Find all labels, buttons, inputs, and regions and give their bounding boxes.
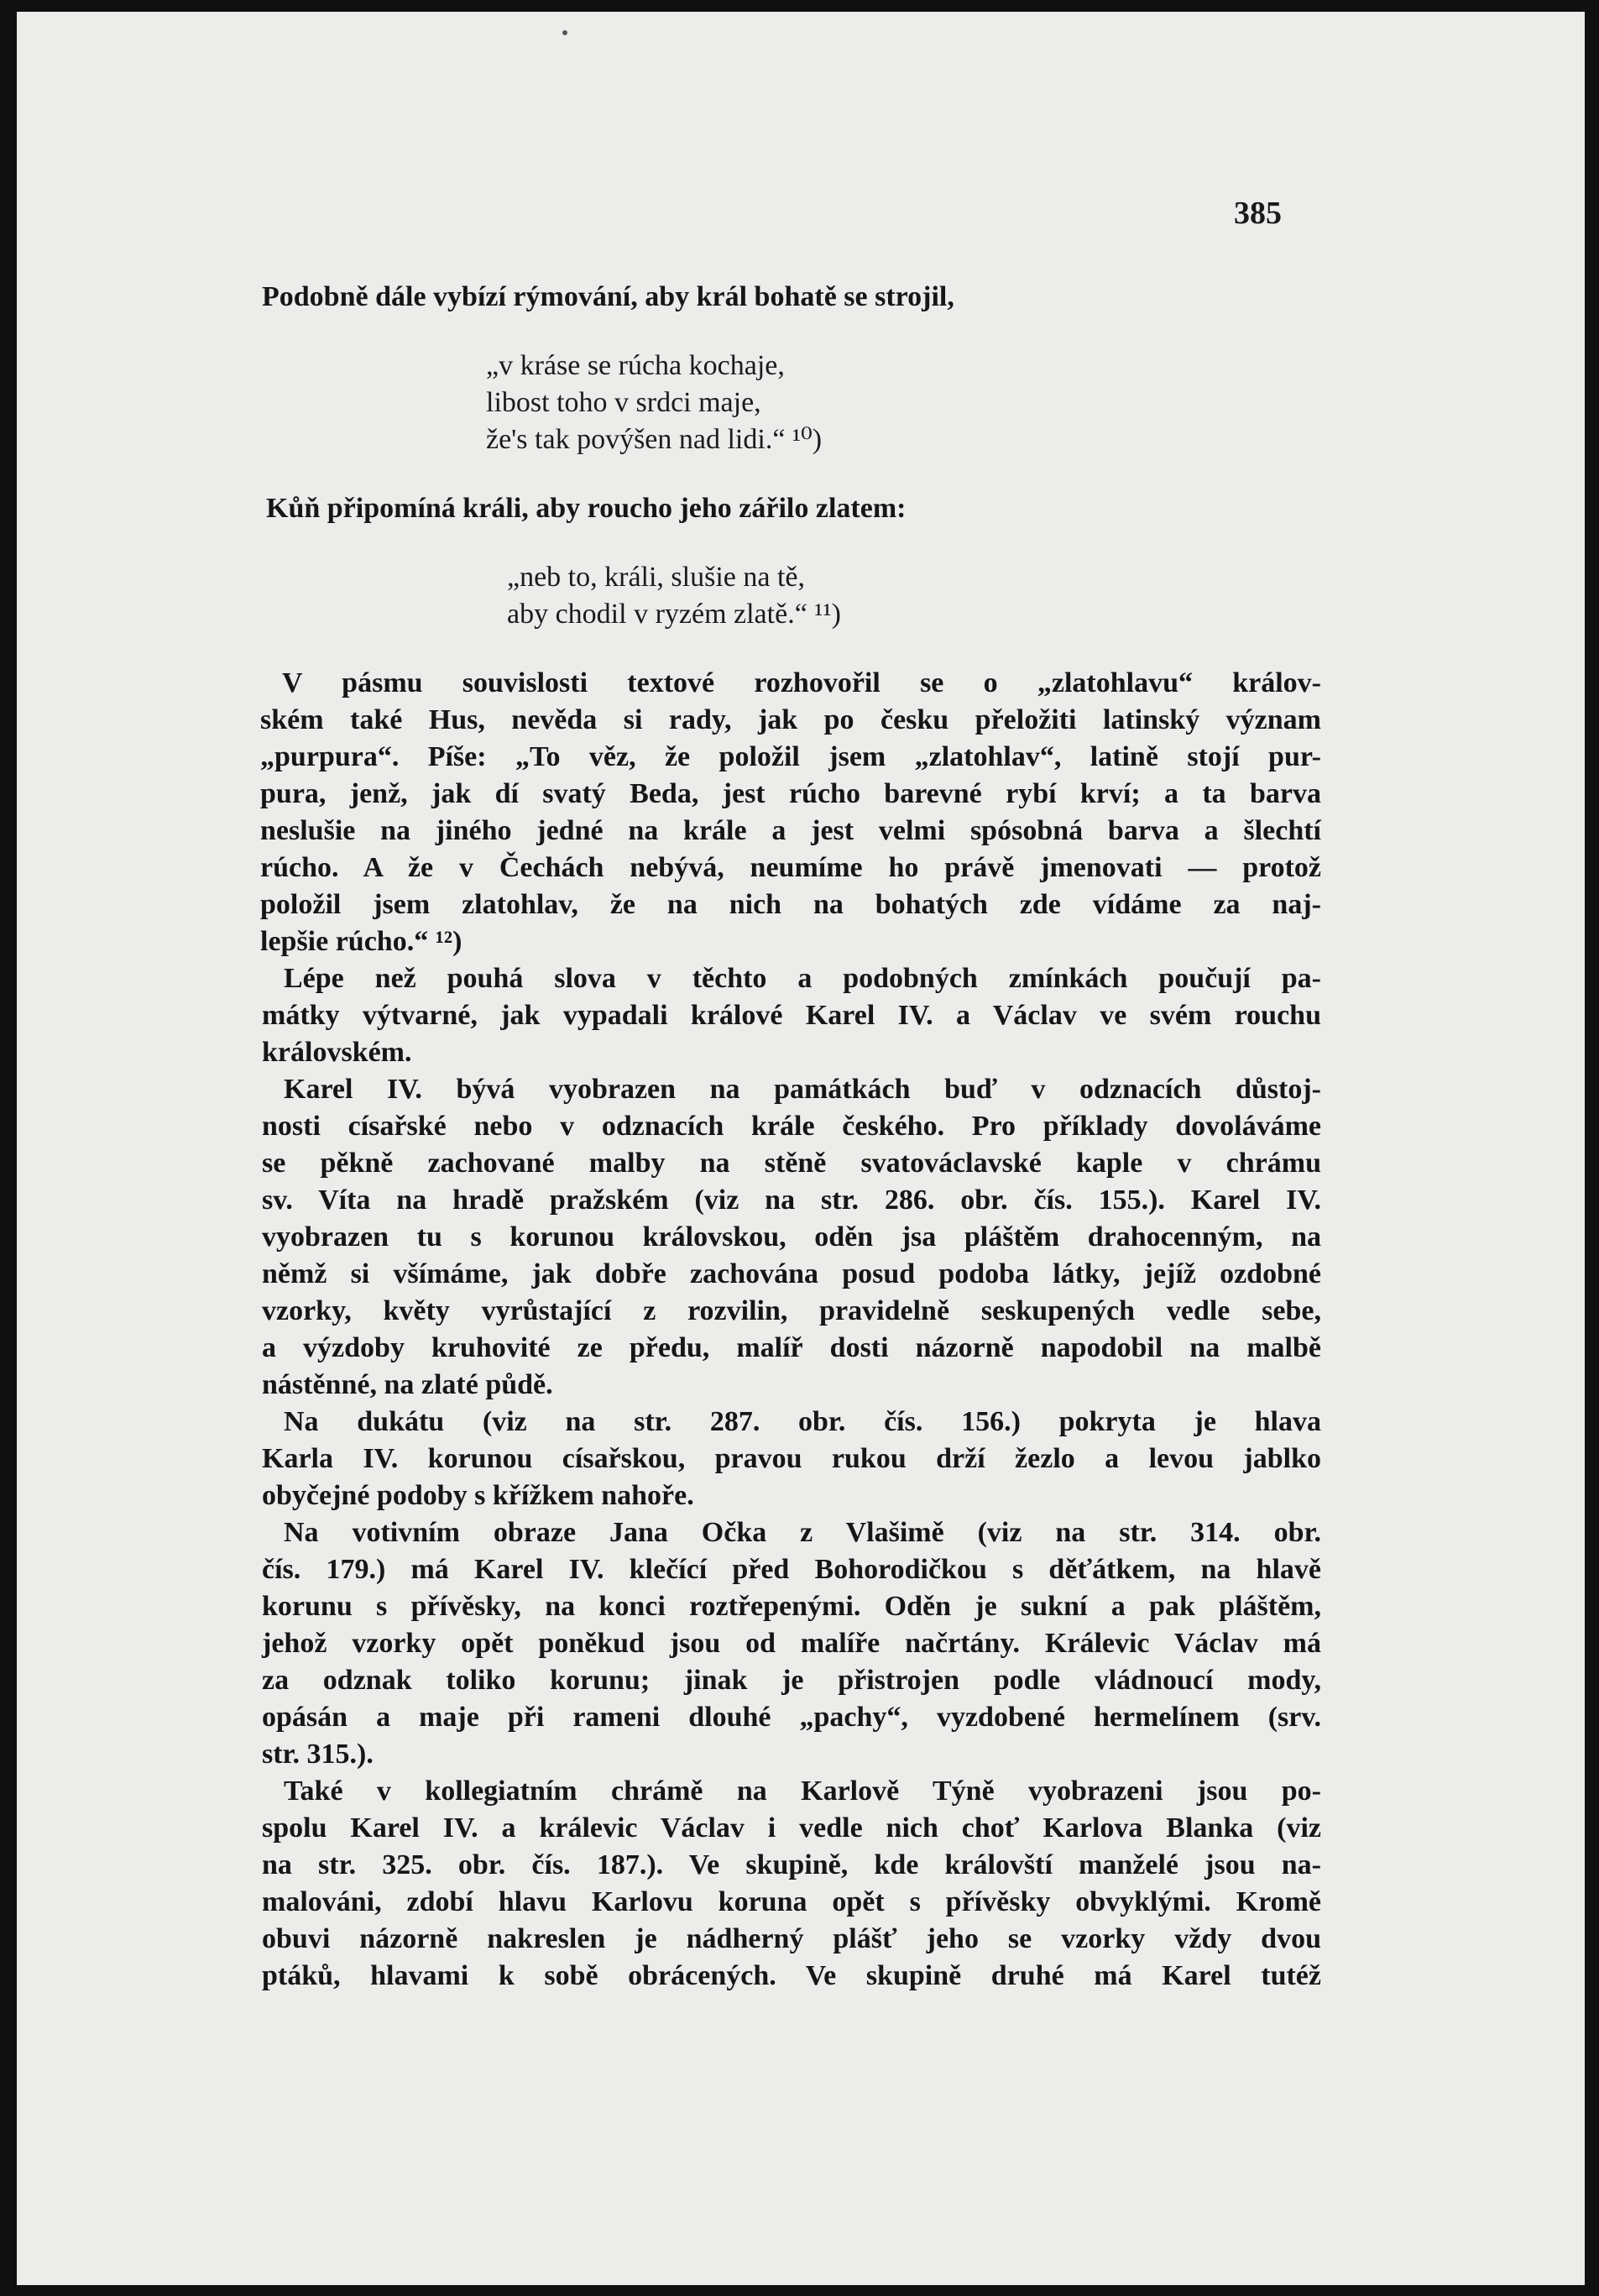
verse-block-1: [486, 348, 1321, 458]
text-line: čís. 179.) má Karel IV. klečící před Bohorodičkou s děťátkem, na hlavě: [262, 1554, 1321, 1585]
verse-line: libost toho v srdci maje,: [486, 387, 761, 418]
text-line: za odznak toliko korunu; jinak je přistrojen podle vládnoucí mody,: [262, 1665, 1321, 1696]
text-line: V pásmu souvislosti textové rozhovořil se o „zlatohlavu“ králov-: [282, 667, 1321, 698]
document-page: [17, 12, 1585, 2285]
text-line: Také v kollegiatním chrámě na Karlově Týně vyobrazeni jsou po-: [284, 1776, 1321, 1807]
text-line: lepšie rúcho.“ ¹²): [260, 926, 462, 957]
text-line: nástěnné, na zlaté půdě.: [262, 1369, 553, 1400]
text-line: královském.: [262, 1037, 412, 1068]
text-line: obuvi názorně nakreslen je nádherný plášť jeho se vzorky vždy dvou: [262, 1923, 1321, 1954]
paragraph-1: [260, 665, 1321, 960]
text-line: malováni, zdobí hlavu Karlovu koruna opět s přívěsky obvyklými. Kromě: [262, 1886, 1321, 1917]
text-line: mátky výtvarné, jak vypadali králové Karel IV. a Václav ve svém rouchu: [262, 1000, 1321, 1031]
text-line: neslušie na jiného jedné na krále a jest velmi spósobná barva a šlechtí: [260, 815, 1321, 846]
text-line: Karel IV. bývá vyobrazen na památkách buď v odznacích důstoj-: [284, 1074, 1321, 1105]
text-line: Kůň připomíná králi, aby roucho jeho zářilo zlatem:: [266, 493, 907, 524]
text-line: nosti císařské nebo v odznacích krále českého. Pro příklady dovoláváme: [262, 1111, 1321, 1142]
text-line: ptáků, hlavami k sobě obrácených. Ve skupině druhé má Karel tutéž: [262, 1960, 1321, 1991]
verse-line: že's tak povýšen nad lidi.“ ¹⁰): [486, 424, 823, 455]
text-line: ském také Hus, nevěda si rady, jak po česku přeložiti latinský význam: [260, 704, 1321, 735]
text-line: rúcho. A že v Čechách nebývá, neumíme ho právě jmenovati — protož: [260, 852, 1321, 883]
verse-block-2: [507, 559, 1321, 633]
paragraph-2: [262, 960, 1321, 1071]
scan-speck: [562, 30, 567, 35]
paragraph-3: [262, 1071, 1321, 1404]
text-line: Karla IV. korunou císařskou, pravou rukou drží žezlo a levou jablko: [262, 1443, 1321, 1474]
verse-line: „v kráse se rúcha kochaje,: [486, 350, 785, 381]
text-line: jehož vzorky opět poněkud jsou od malíře načrtány. Králevic Václav má: [262, 1628, 1321, 1659]
text-line: spolu Karel IV. a králevic Václav i vedle nich choť Karlova Blanka (viz: [262, 1812, 1321, 1844]
text-line: sv. Víta na hradě pražském (viz na str. 286. obr. čís. 155.). Karel IV.: [262, 1185, 1321, 1216]
text-line: pura, jenž, jak dí svatý Beda, jest rúcho barevné rybí krví; a ta barva: [260, 778, 1321, 809]
text-line: Podobně dále vybízí rýmování, aby král bohatě se strojil,: [262, 281, 954, 312]
text-line: na str. 325. obr. čís. 187.). Ve skupině, kde královští manželé jsou na-: [262, 1849, 1321, 1880]
text-line: korunu s přívěsky, na konci roztřepenými. Oděn je sukní a pak pláštěm,: [262, 1591, 1321, 1622]
text-line: „purpura“. Píše: „To věz, že položil jsem „zlatohlav“, latině stojí pur-: [260, 741, 1321, 772]
text-line: str. 315.).: [262, 1739, 374, 1770]
text-line: obyčejné podoby s křížkem nahoře.: [262, 1480, 694, 1511]
text-line: a výzdoby kruhovité ze předu, malíř dosti názorně napodobil na malbě: [262, 1332, 1321, 1363]
text-line: položil jsem zlatohlav, že na nich na bohatých zde vídáme za naj-: [260, 889, 1321, 920]
paragraph-5: [262, 1514, 1321, 1773]
text-line: vyobrazen tu s korunou královskou, oděn jsa pláštěm drahocenným, na: [262, 1221, 1321, 1253]
text-line: Na votivním obraze Jana Očka z Vlašimě (viz na str. 314. obr.: [284, 1517, 1321, 1548]
text-line: se pěkně zachované malby na stěně svatováclavské kaple v chrámu: [262, 1148, 1321, 1179]
text-line: Lépe než pouhá slova v těchto a podobných zmínkách poučují pa-: [284, 963, 1321, 994]
paragraph-6: [262, 1773, 1321, 1995]
paragraph-4: [262, 1404, 1321, 1514]
text-line: vzorky, květy vyrůstající z rozvilin, pravidelně seskupených vedle sebe,: [262, 1295, 1321, 1326]
verse-line: aby chodil v ryzém zlatě.“ ¹¹): [507, 599, 841, 630]
verse-line: „neb to, králi, slušie na tě,: [507, 562, 806, 593]
text-line: opásán a maje při rameni dlouhé „pachy“, vyzdobené hermelínem (srv.: [262, 1702, 1321, 1733]
text-line: Na dukátu (viz na str. 287. obr. čís. 156.) pokryta je hlava: [284, 1406, 1321, 1437]
page-number: 385: [1234, 196, 1282, 231]
body-text: [262, 279, 1321, 1995]
text-line: němž si všímáme, jak dobře zachována posud podoba látky, jejíž ozdobné: [262, 1258, 1321, 1289]
